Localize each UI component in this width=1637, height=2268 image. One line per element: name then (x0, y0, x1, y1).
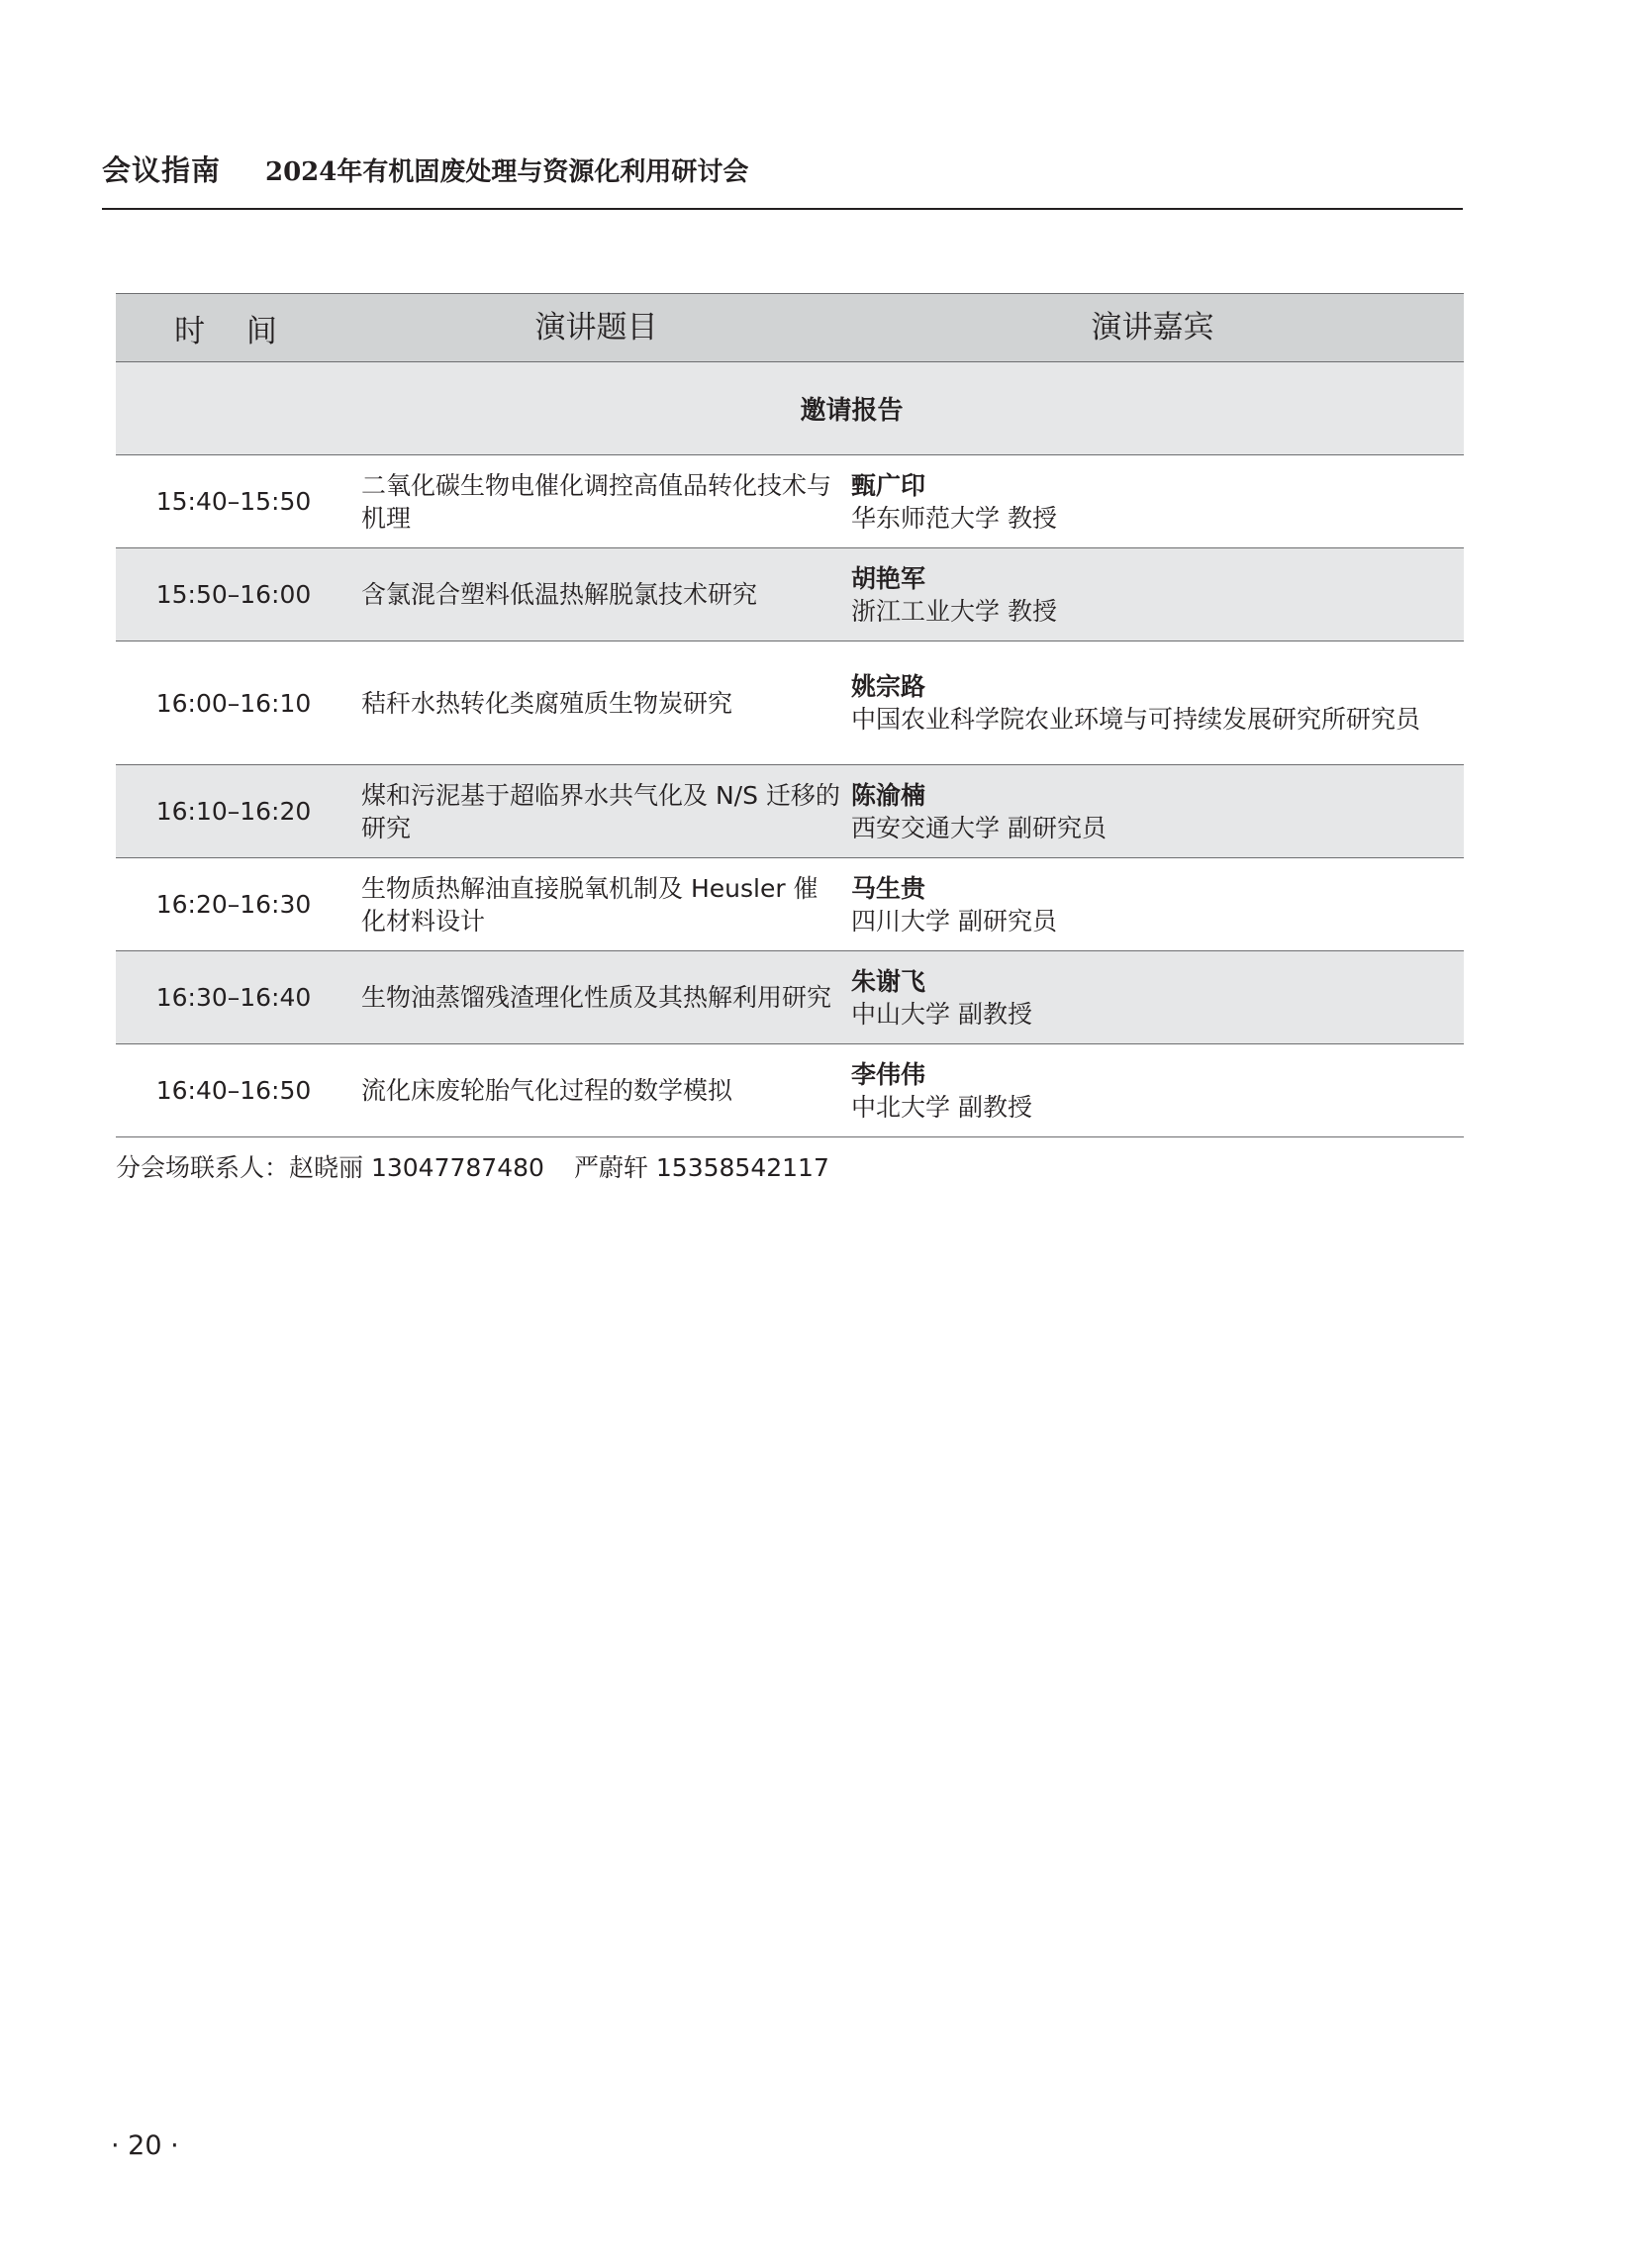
table-row (116, 1044, 1464, 1137)
time-cell: 15:50–16:00 (155, 580, 312, 609)
page-number: · 20 · (111, 2130, 179, 2161)
speaker-name: 马生贵 (851, 873, 926, 903)
schedule-table (116, 293, 1464, 1137)
speaker-cell (841, 965, 1464, 1031)
header-subtitle: 2024年有机固废处理与资源化利用研讨会 (265, 157, 749, 187)
speaker-name: 陈渝楠 (851, 780, 926, 810)
topic-cell: 生物质热解油直接脱氧机制及 Heusler 催化材料设计 (361, 873, 818, 936)
speaker-cell (841, 469, 1464, 535)
column-header-time: 时 间 (174, 313, 293, 349)
speaker-name: 胡艳军 (851, 563, 926, 593)
topic-cell: 含氯混合塑料低温热解脱氯技术研究 (361, 580, 758, 609)
section-row (116, 362, 1464, 455)
time-cell: 16:00–16:10 (155, 688, 312, 718)
speaker-affiliation: 西安交通大学 副研究员 (851, 813, 1107, 842)
column-header-topic: 演讲题目 (534, 309, 658, 345)
time-cell: 16:30–16:40 (155, 983, 312, 1012)
contact-person-1: 赵晓丽 13047787480 (289, 1153, 544, 1182)
speaker-name: 姚宗路 (851, 672, 926, 701)
speaker-cell (841, 1058, 1464, 1124)
time-cell: 16:20–16:30 (155, 890, 312, 919)
speaker-cell (841, 562, 1464, 628)
speaker-affiliation: 浙江工业大学 教授 (851, 596, 1057, 626)
time-cell: 15:40–15:50 (155, 487, 312, 516)
contact-person-2: 严蔚轩 15358542117 (573, 1153, 829, 1182)
table-row (116, 641, 1464, 765)
speaker-name: 李伟伟 (851, 1059, 926, 1089)
topic-cell: 流化床废轮胎气化过程的数学模拟 (361, 1076, 733, 1105)
topic-cell: 煤和污泥基于超临界水共气化及 N/S 迁移的研究 (361, 780, 840, 842)
table-row (116, 548, 1464, 641)
header-title: 会议指南 (102, 153, 222, 187)
topic-cell: 生物油蒸馏残渣理化性质及其热解利用研究 (361, 983, 832, 1012)
speaker-affiliation: 华东师范大学 教授 (851, 503, 1057, 533)
speaker-affiliation: 中国农业科学院农业环境与可持续发展研究所研究员 (851, 705, 1421, 734)
contact-label: 分会场联系人： (116, 1153, 290, 1182)
table-header-row (116, 293, 1464, 362)
table-row (116, 765, 1464, 858)
time-cell: 16:10–16:20 (155, 797, 312, 826)
speaker-name: 甄广印 (851, 470, 926, 500)
speaker-name: 朱谢飞 (851, 966, 926, 996)
page-header (102, 148, 1463, 210)
speaker-cell (841, 670, 1464, 736)
column-header-speaker: 演讲嘉宾 (1091, 309, 1214, 345)
table-row (116, 455, 1464, 548)
speaker-affiliation: 中北大学 副教授 (851, 1092, 1032, 1122)
speaker-cell (841, 779, 1464, 844)
topic-cell: 秸秆水热转化类腐殖质生物炭研究 (361, 688, 733, 718)
topic-cell: 二氧化碳生物电催化调控高值品转化技术与机理 (361, 470, 832, 533)
speaker-affiliation: 四川大学 副研究员 (851, 906, 1057, 936)
table-row (116, 951, 1464, 1044)
contact-line (116, 1148, 829, 1184)
speaker-cell (841, 872, 1464, 937)
time-cell: 16:40–16:50 (155, 1076, 312, 1105)
table-row (116, 858, 1464, 951)
speaker-affiliation: 中山大学 副教授 (851, 999, 1032, 1029)
section-label: 邀请报告 (800, 396, 904, 426)
